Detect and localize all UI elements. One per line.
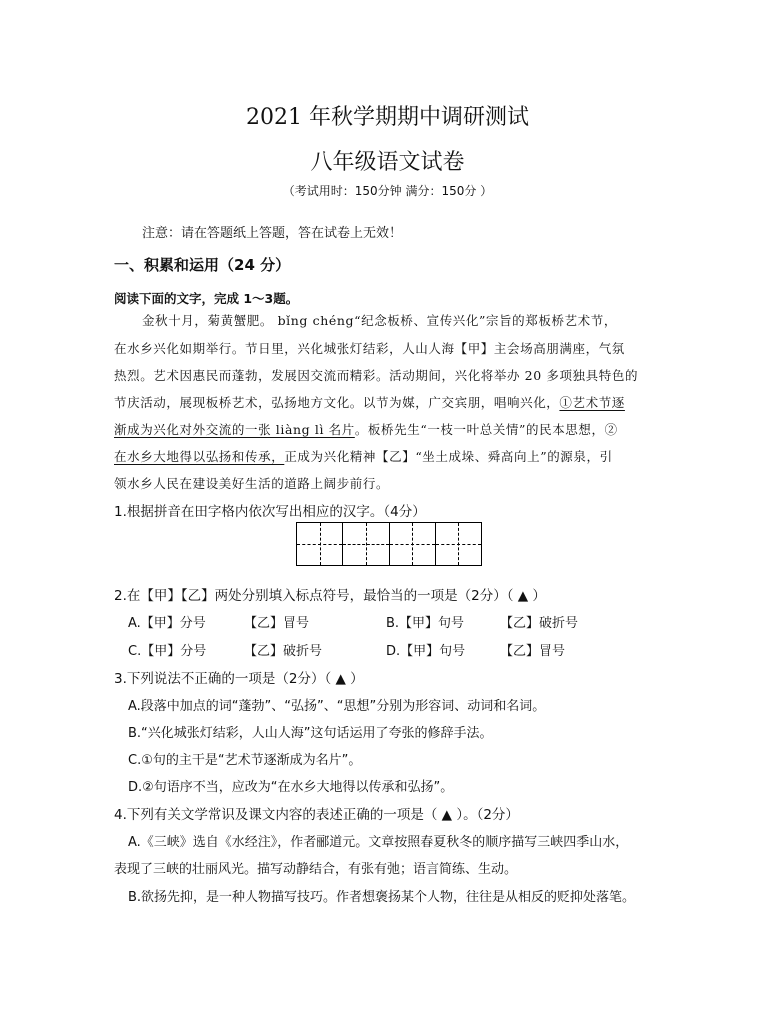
passage-line-3: 热烈。艺术因惠民而蓬勃，发展因交流而精彩。活动期间，兴化将举办 20 多项独具特色的 [114,368,639,383]
exam-subject-title: 八年级语文试卷 [310,150,465,175]
reading-instruction: 阅读下面的文字，完成 1～3题。 [114,291,299,306]
q3-option-c: C.①句的主干是“艺术节逐渐成为名片”。 [128,753,362,768]
q3-option-b: B.“兴化城张灯结彩，人山人海”这句话运用了夸张的修辞手法。 [128,726,493,741]
passage-line-5-text: 。板桥先生“一枝一叶总关情”的民本思想， [354,422,605,437]
sentence-1-start: ①艺术节逐 [559,395,625,410]
q2-option-d-1: D.【甲】句号 [386,644,466,659]
q4-option-a-line-1: A.《三峡》选自《水经注》，作者郦道元。文章按照春夏秋冬的顺序描写三峡四季山水， [128,835,629,850]
passage-line-6-text: 正成为兴化精神【乙】“坐土成垛、舜高向上”的源泉，引 [284,449,613,464]
exam-title: 2021 年秋学期期中调研测试 [246,105,529,130]
tianzige-grid[interactable] [296,522,482,566]
q2-option-b-2: 【乙】破折号 [500,616,579,631]
passage-line-1: 金秋十月，菊黄蟹肥。 bǐng chéng“纪念板桥、宣传兴化”宗旨的郑板桥艺术节， [142,313,617,328]
passage-line-7: 领水乡人民在建设美好生活的道路上阔步前行。 [114,476,390,491]
q4-option-a-line-2: 表现了三峡的壮丽风光。描写动静结合，有张有弛；语言简练、生动。 [114,862,518,877]
sentence-2-text: 在水乡大地得以弘扬和传承， [114,449,285,464]
exam-info: （考试用时：150分钟 满分：150分 ） [282,184,493,198]
q2-option-b-1: B.【甲】句号 [386,616,465,631]
sentence-2-marker: ② [604,422,618,437]
q2-option-a-2: 【乙】冒号 [244,616,310,631]
question-1: 1.根据拼音在田字格内依次写出相应的汉字。（4分） [114,504,426,520]
q2-option-d-2: 【乙】冒号 [500,644,566,659]
q3-option-d: D.②句语序不当，应改为“在水乡大地得以传承和弘扬”。 [128,780,454,795]
passage-line-4 [114,393,625,411]
passage-line-6 [114,447,613,465]
question-3: 3.下列说法不正确的一项是（2分）（ ▲ ） [114,671,364,687]
sentence-1-end: 渐成为兴化对外交流的一张 liàng lì 名片 [114,422,355,437]
grid-cell[interactable] [297,523,343,565]
passage-line-5 [114,420,618,438]
passage-line-2: 在水乡兴化如期举行。节日里，兴化城张灯结彩，人山人海【甲】主会场高朋满座，气氛 [114,341,625,356]
q2-option-c-2: 【乙】破折号 [244,644,323,659]
grid-cell[interactable] [390,523,436,565]
q2-option-c-1: C.【甲】分号 [128,644,207,659]
grid-cell[interactable] [343,523,389,565]
q2-option-a-1: A.【甲】分号 [128,616,206,631]
grid-cell[interactable] [436,523,481,565]
q4-option-b-line-1: B.欲扬先抑，是一种人物描写技巧。作者想褒扬某个人物，往往是从相反的贬抑处落笔。 [128,890,636,905]
question-4: 4.下列有关文学常识及课文内容的表述正确的一项是（ ▲ ）。（2分） [114,807,519,823]
q3-option-a: A.段落中加点的词“蓬勃”、“弘扬”、“思想”分别为形容词、动词和名词。 [128,699,546,714]
question-2: 2.在【甲】【乙】两处分别填入标点符号，最恰当的一项是（2分）（ ▲ ） [114,588,546,604]
notice-text: 注意：请在答题纸上答题，答在试卷上无效！ [142,226,403,241]
section-heading: 一、积累和运用（24 分） [114,256,291,274]
passage-line-4-text: 节庆活动，展现板桥艺术，弘扬地方文化。以节为媒，广交宾朋，唱响兴化， [114,395,560,410]
